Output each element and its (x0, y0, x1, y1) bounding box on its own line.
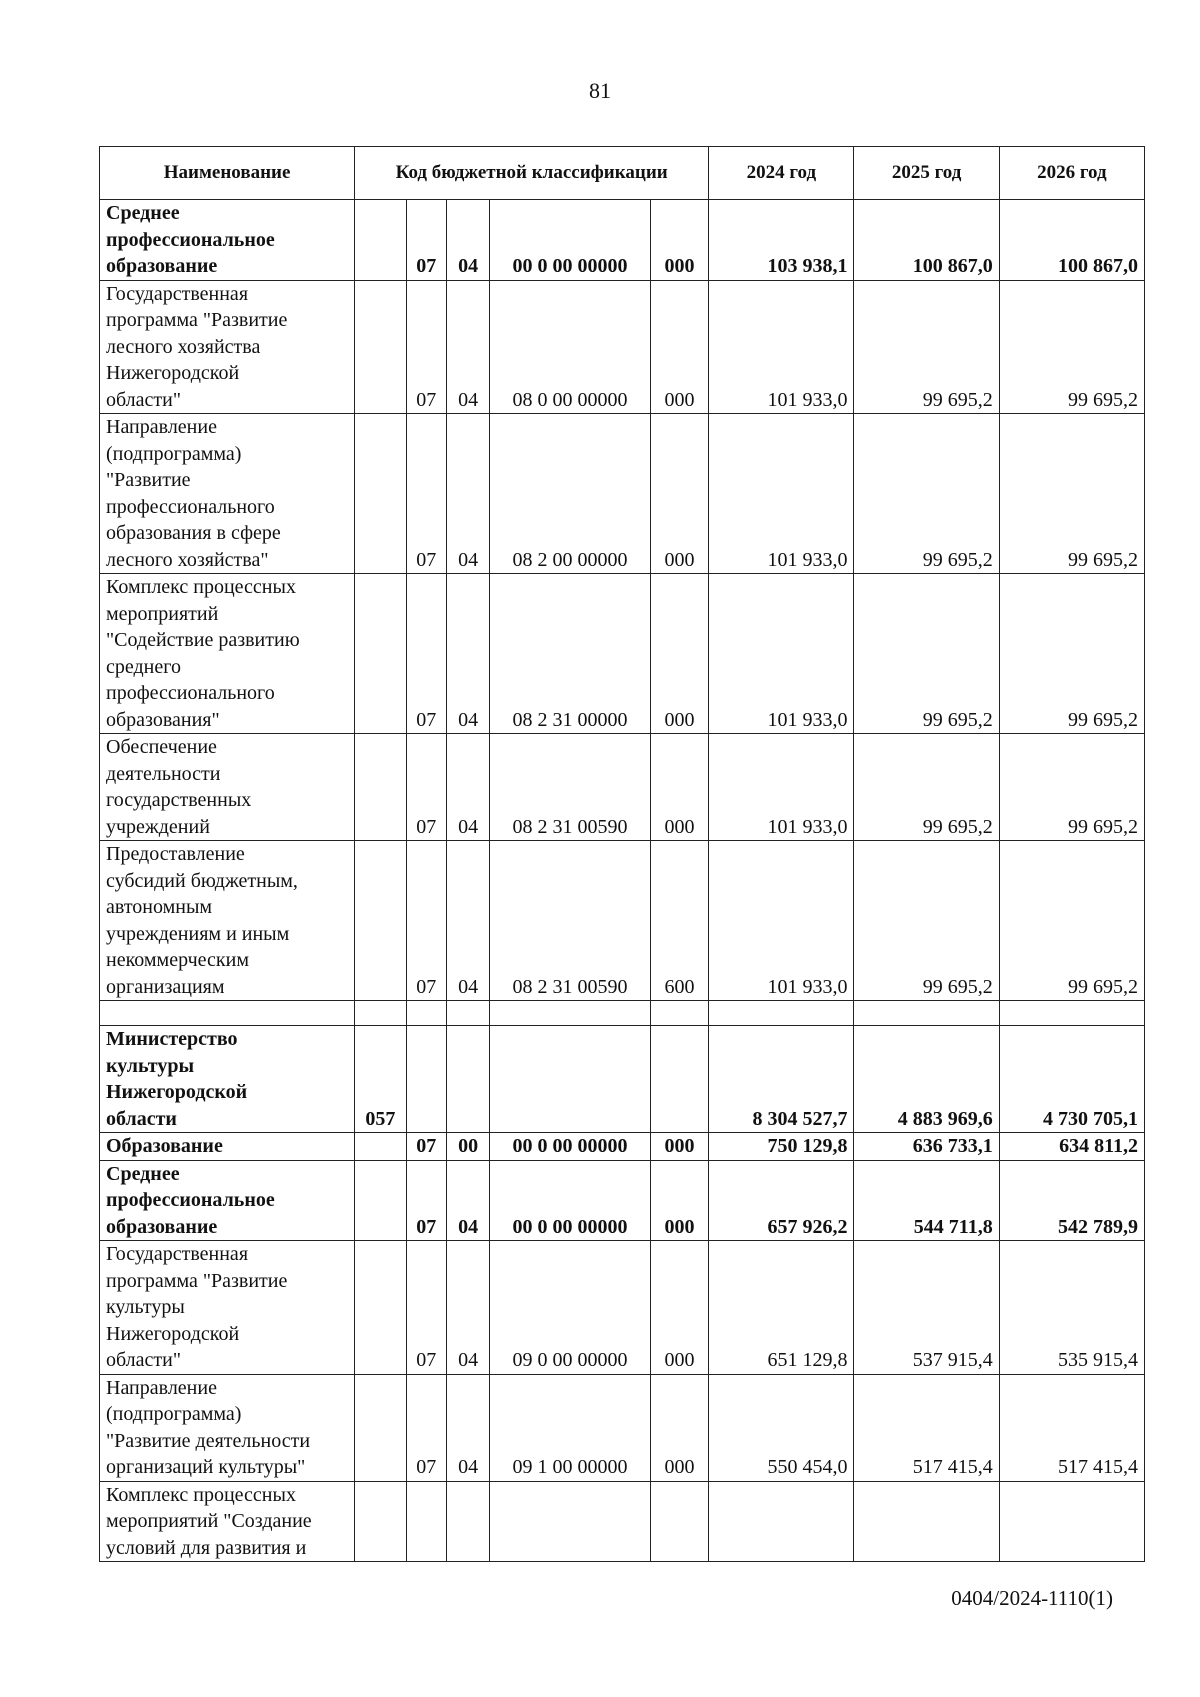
value-2024: 550 454,0 (709, 1374, 854, 1481)
code-subsection: 04 (446, 200, 489, 281)
code-subsection: 04 (446, 280, 489, 414)
row-name (100, 1481, 355, 1562)
empty-cell (100, 1001, 355, 1026)
value-2026: 99 695,2 (999, 574, 1144, 734)
code-section: 07 (406, 841, 446, 1001)
table-row (100, 1374, 1145, 1481)
row-name-line: Направление (106, 1376, 217, 1399)
code-subsection: 04 (446, 414, 489, 574)
row-name-line: мероприятий (106, 602, 219, 625)
row-name-line: "Развитие (106, 469, 191, 491)
row-name-line: Комплекс процессных (106, 576, 296, 598)
code-subsection: 00 (446, 1133, 489, 1161)
empty-cell (355, 1001, 406, 1026)
value-2024: 651 129,8 (709, 1241, 854, 1375)
value-2024: 101 933,0 (709, 414, 854, 574)
code-subsection (446, 1481, 489, 1562)
value-2024: 101 933,0 (709, 734, 854, 841)
row-name (100, 1133, 355, 1161)
code-expense-type: 000 (650, 1160, 709, 1241)
row-name (100, 1241, 355, 1375)
empty-cell (709, 1001, 854, 1026)
code-target-article: 00 0 00 00000 (490, 200, 650, 281)
code-part-1 (355, 841, 406, 1001)
code-subsection: 04 (446, 734, 489, 841)
empty-cell (999, 1001, 1144, 1026)
row-name-line: (подпрограмма) (106, 1403, 242, 1425)
code-part-1 (355, 1241, 406, 1375)
code-expense-type: 000 (650, 1133, 709, 1161)
code-part-1 (355, 414, 406, 574)
table-spacer-row (100, 1001, 1145, 1026)
row-name-line: Министерство (106, 1028, 238, 1050)
code-subsection: 04 (446, 1374, 489, 1481)
row-name-line: образования в сфере (106, 522, 281, 544)
value-2025: 99 695,2 (854, 414, 999, 574)
row-name-line: Образование (106, 1135, 223, 1157)
code-target-article: 08 2 00 00000 (490, 414, 650, 574)
table-row (100, 1241, 1145, 1375)
code-section: 07 (406, 734, 446, 841)
value-2025: 544 711,8 (854, 1160, 999, 1241)
empty-cell (490, 1001, 650, 1026)
row-name (100, 280, 355, 414)
value-2026: 634 811,2 (999, 1133, 1144, 1161)
code-part-1 (355, 574, 406, 734)
row-name-line: Направление (106, 416, 217, 438)
value-2025: 99 695,2 (854, 841, 999, 1001)
value-2026: 99 695,2 (999, 734, 1144, 841)
budget-table (99, 146, 1145, 1562)
row-name-line: некоммерческим (106, 949, 249, 971)
row-name (100, 574, 355, 734)
row-name-line: профессиональное (106, 228, 275, 251)
row-name-line: Нижегородской (106, 362, 240, 384)
row-name-line: области" (106, 1349, 182, 1371)
code-expense-type (650, 1026, 709, 1133)
value-2025: 99 695,2 (854, 574, 999, 734)
header-2024: 2024 год (709, 147, 854, 200)
row-name-line: культуры (106, 1054, 195, 1077)
code-target-article: 08 2 31 00590 (490, 841, 650, 1001)
row-name-line: учреждений (106, 815, 210, 838)
code-subsection: 04 (446, 574, 489, 734)
code-target-article (490, 1026, 650, 1133)
code-section: 07 (406, 1160, 446, 1241)
value-2024: 101 933,0 (709, 841, 854, 1001)
table-header-row (100, 147, 1145, 200)
code-expense-type: 000 (650, 414, 709, 574)
value-2024: 8 304 527,7 (709, 1026, 854, 1133)
code-target-article: 09 0 00 00000 (490, 1241, 650, 1375)
code-part-1 (355, 1374, 406, 1481)
table-row (100, 1481, 1145, 1562)
table-body (100, 200, 1145, 1562)
row-name-line: организациям (106, 975, 225, 998)
row-name (100, 841, 355, 1001)
row-name (100, 1160, 355, 1241)
row-name (100, 200, 355, 281)
code-part-1 (355, 1160, 406, 1241)
row-name-line: автономным (106, 896, 213, 918)
code-expense-type: 000 (650, 280, 709, 414)
code-section: 07 (406, 414, 446, 574)
table-row (100, 734, 1145, 841)
row-name-line: лесного хозяйства (106, 335, 261, 358)
value-2024 (709, 1481, 854, 1562)
table-row (100, 1133, 1145, 1161)
header-name: Наименование (100, 147, 355, 200)
value-2025: 99 695,2 (854, 280, 999, 414)
table-row (100, 1160, 1145, 1241)
code-expense-type: 000 (650, 1374, 709, 1481)
code-part-1 (355, 280, 406, 414)
row-name-line: (подпрограмма) (106, 442, 242, 465)
code-target-article: 08 2 31 00000 (490, 574, 650, 734)
value-2026: 99 695,2 (999, 280, 1144, 414)
code-subsection (446, 1026, 489, 1133)
value-2025: 537 915,4 (854, 1241, 999, 1375)
code-subsection: 04 (446, 841, 489, 1001)
value-2026 (999, 1481, 1144, 1562)
row-name-line: Нижегородской (106, 1322, 240, 1345)
row-name-line: Государственная (106, 282, 249, 305)
value-2026: 99 695,2 (999, 414, 1144, 574)
row-name-line: Комплекс процессных (106, 1483, 296, 1506)
row-name-line: культуры (106, 1296, 185, 1318)
value-2024: 101 933,0 (709, 574, 854, 734)
code-target-article: 09 1 00 00000 (490, 1374, 650, 1481)
empty-cell (650, 1001, 709, 1026)
code-expense-type: 000 (650, 200, 709, 281)
value-2025: 517 415,4 (854, 1374, 999, 1481)
empty-cell (854, 1001, 999, 1026)
value-2024: 101 933,0 (709, 280, 854, 414)
code-section: 07 (406, 574, 446, 734)
code-expense-type: 000 (650, 1241, 709, 1375)
row-name-line: Государственная (106, 1243, 249, 1265)
row-name-line: Обеспечение (106, 736, 217, 758)
row-name-line: организаций культуры" (106, 1456, 306, 1478)
table-row (100, 841, 1145, 1001)
table-row (100, 200, 1145, 281)
value-2025: 100 867,0 (854, 200, 999, 281)
code-part-1 (355, 200, 406, 281)
value-2025: 4 883 969,6 (854, 1026, 999, 1133)
value-2026: 100 867,0 (999, 200, 1144, 281)
row-name (100, 1026, 355, 1133)
value-2024: 750 129,8 (709, 1133, 854, 1161)
table-row (100, 1026, 1145, 1133)
row-name-line: области" (106, 388, 182, 411)
row-name-line: образование (106, 1215, 218, 1238)
code-target-article: 08 0 00 00000 (490, 280, 650, 414)
code-section: 07 (406, 200, 446, 281)
row-name-line: образование (106, 255, 218, 277)
code-target-article (490, 1481, 650, 1562)
value-2026: 4 730 705,1 (999, 1026, 1144, 1133)
row-name-line: условий для развития и (106, 1536, 307, 1559)
code-target-article: 00 0 00 00000 (490, 1160, 650, 1241)
value-2026: 542 789,9 (999, 1160, 1144, 1241)
row-name-line: профессионального (106, 495, 275, 518)
document-code: 0404/2024-1110(1) (951, 1586, 1113, 1610)
row-name-line: области (106, 1107, 177, 1130)
code-part-1 (355, 1133, 406, 1161)
row-name-line: мероприятий "Создание (106, 1510, 312, 1532)
row-name-line: Среднее (106, 1162, 180, 1185)
code-part-1 (355, 734, 406, 841)
code-expense-type (650, 1481, 709, 1562)
empty-cell (406, 1001, 446, 1026)
value-2024: 657 926,2 (709, 1160, 854, 1241)
row-name-line: учреждениям и иным (106, 922, 290, 945)
code-expense-type: 000 (650, 734, 709, 841)
row-name-line: Предоставление (106, 843, 245, 865)
value-2026: 517 415,4 (999, 1374, 1144, 1481)
row-name-line: "Содействие развитию (106, 629, 300, 651)
row-name-line: субсидий бюджетным, (106, 869, 298, 892)
table-row (100, 414, 1145, 574)
header-2025: 2025 год (854, 147, 999, 200)
page-number: 81 (589, 78, 611, 103)
code-expense-type: 000 (650, 574, 709, 734)
value-2025: 636 733,1 (854, 1133, 999, 1161)
row-name-line: деятельности (106, 762, 221, 785)
row-name-line: среднего (106, 655, 181, 678)
row-name-line: Нижегородской (106, 1081, 248, 1103)
row-name-line: Среднее (106, 202, 180, 224)
empty-cell (446, 1001, 489, 1026)
row-name-line: лесного хозяйства" (106, 548, 269, 571)
value-2024: 103 938,1 (709, 200, 854, 281)
row-name-line: профессиональное (106, 1189, 275, 1211)
row-name-line: программа "Развитие (106, 309, 288, 331)
value-2026: 535 915,4 (999, 1241, 1144, 1375)
header-code: Код бюджетной классификации (355, 147, 709, 200)
row-name (100, 414, 355, 574)
code-expense-type: 600 (650, 841, 709, 1001)
value-2025 (854, 1481, 999, 1562)
code-section (406, 1481, 446, 1562)
row-name-line: профессионального (106, 682, 275, 704)
row-name-line: образования" (106, 708, 220, 731)
value-2025: 99 695,2 (854, 734, 999, 841)
code-part-1 (355, 1481, 406, 1562)
table-row (100, 280, 1145, 414)
code-part-1: 057 (355, 1026, 406, 1133)
code-subsection: 04 (446, 1160, 489, 1241)
code-target-article: 08 2 31 00590 (490, 734, 650, 841)
header-2026: 2026 год (999, 147, 1144, 200)
row-name (100, 1374, 355, 1481)
code-target-article: 00 0 00 00000 (490, 1133, 650, 1161)
row-name-line: "Развитие деятельности (106, 1429, 311, 1452)
code-section (406, 1026, 446, 1133)
code-section: 07 (406, 1374, 446, 1481)
code-section: 07 (406, 1241, 446, 1375)
row-name-line: программа "Развитие (106, 1269, 288, 1292)
code-subsection: 04 (446, 1241, 489, 1375)
table-row (100, 574, 1145, 734)
row-name (100, 734, 355, 841)
code-section: 07 (406, 1133, 446, 1161)
code-section: 07 (406, 280, 446, 414)
row-name-line: государственных (106, 789, 252, 811)
value-2026: 99 695,2 (999, 841, 1144, 1001)
